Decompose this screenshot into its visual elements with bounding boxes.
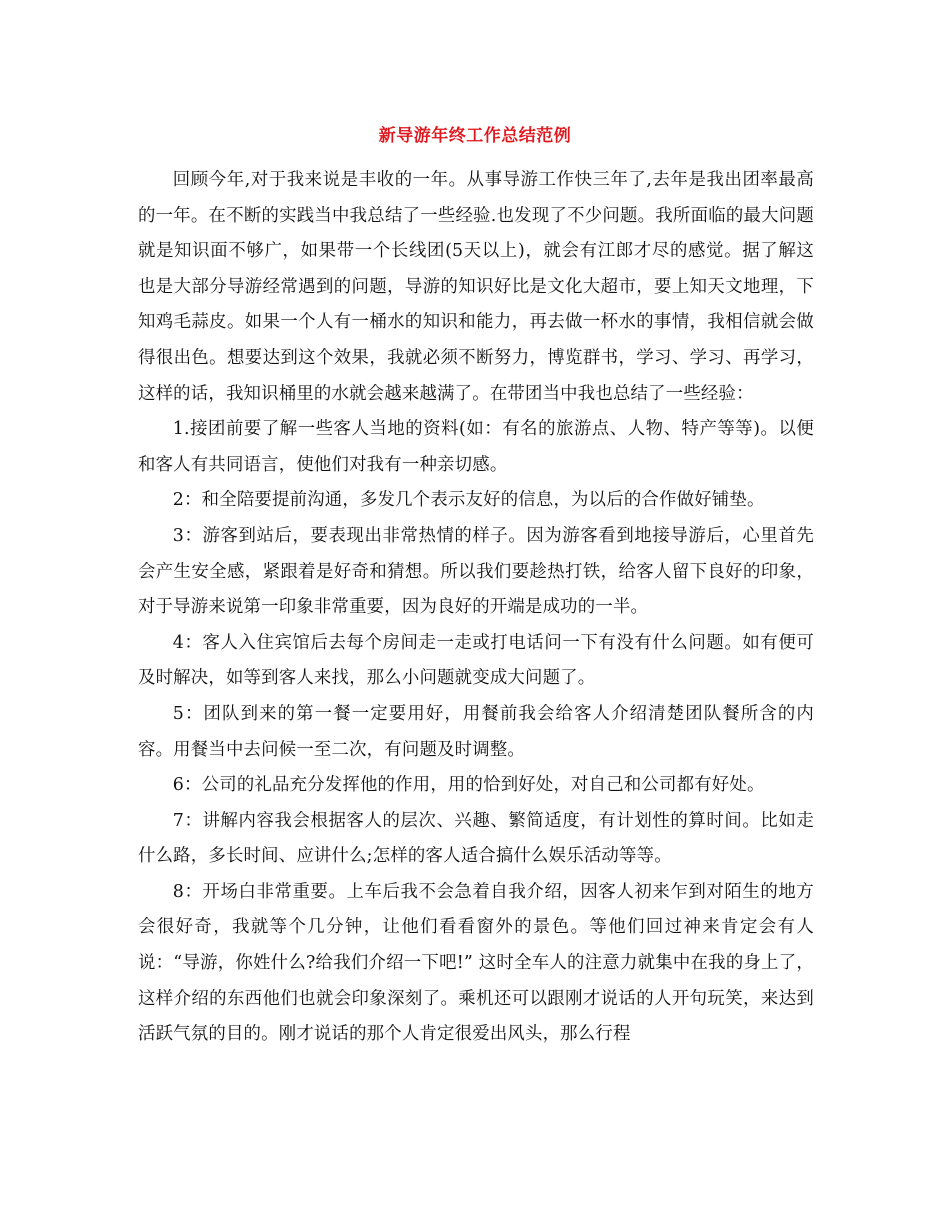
document-body (138, 163, 814, 1053)
paragraph-intro: 回顾今年,对于我来说是丰收的一年。从事导游工作快三年了,去年是我出团率最高的一年。在不断的实践当中我总结了一些经验.也发现了不少问题。我所面临的最大问题就是知识面不够广，如果带一个长线团(5天以上)，就会有江郎才尽的感觉。据了解这也是大部分导游经常遇到的问题，导游的知识好比是文化大超市，要上知天文地理，下知鸡毛蒜皮。如果一个人有一桶水的知识和能力，再去做一杯水的事情，我相信就会做得很出色。想要达到这个效果，我就必须不断努力，博览群书，学习、学习、再学习，这样的话，我知识桶里的水就会越来越满了。在带团当中我也总结了一些经验： (138, 170, 814, 404)
paragraph-item-6: 6：公司的礼品充分发挥他的作用，用的恰到好处，对自己和公司都有好处。 (172, 775, 765, 796)
paragraph-item-8: 8：开场白非常重要。上车后我不会急着自我介绍，因客人初来乍到对陌生的地方会很好奇，我就等个几分钟，让他们看看窗外的景色。等他们回过神来肯定会有人说：“导游，你姓什么?给我们介绍一下吧!” 这时全车人的注意力就集中在我的身上了，这样介绍的东西他们也就会印象深刻了。乘机还可以跟刚才说话的人开句玩笑，来达到活跃气氛的目的。刚才说话的那个人肯定很爱出风头，那么行程 (138, 881, 814, 1045)
document-title: 新导游年终工作总结范例 (378, 126, 572, 146)
paragraph-item-4: 4：客人入住宾馆后去每个房间走一走或打电话问一下有没有什么问题。如有便可及时解决，如等到客人来找，那么小问题就变成大问题了。 (138, 632, 814, 689)
paragraph-item-1: 1.接团前要了解一些客人当地的资料(如：有名的旅游点、人物、特产等等)。以便和客人有共同语言，使他们对我有一种亲切感。 (138, 419, 814, 475)
paragraph-item-3: 3：游客到站后，要表现出非常热情的样子。因为游客看到地接导游后，心里首先会产生安全感，紧跟着是好奇和猜想。所以我们要趁热打铁，给客人留下良好的印象，对于导游来说第一印象非常重要，因为良好的开端是成功的一半。 (138, 525, 814, 618)
paragraph-item-5: 5：团队到来的第一餐一定要用好，用餐前我会给客人介绍清楚团队餐所含的内容。用餐当中去问候一至二次，有问题及时调整。 (138, 703, 814, 760)
paragraph-item-2: 2：和全陪要提前沟通，多发几个表示友好的信息，为以后的合作做好铺垫。 (172, 490, 765, 511)
paragraph-item-7: 7：讲解内容我会根据客人的层次、兴趣、繁简适度，有计划性的算时间。比如走什么路，多长时间、应讲什么;怎样的客人适合搞什么娱乐活动等等。 (138, 810, 814, 867)
